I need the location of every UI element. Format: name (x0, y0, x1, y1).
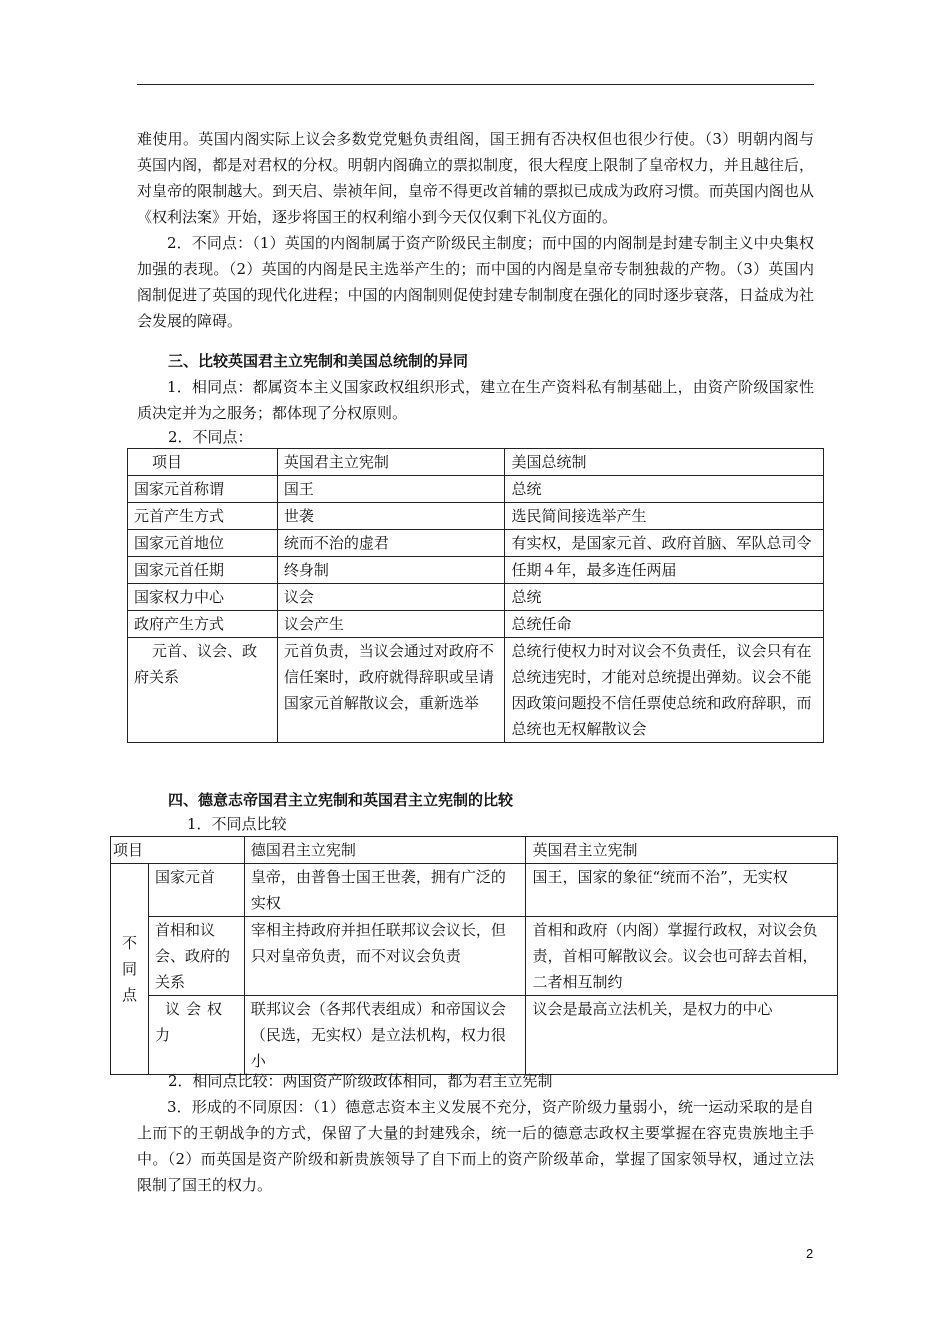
table-cell: 国家元首地位 (128, 530, 278, 557)
table-header: 美国总统制 (505, 449, 824, 476)
table-header: 项目 (111, 837, 245, 864)
group-label: 不同点 (111, 864, 149, 1075)
table-row (128, 530, 824, 557)
intro-paragraph: 难使用。英国内阁实际上议会多数党党魁负责组阁，国王拥有否决权但也很少行使。（3）明朝内阁与英国内阁，都是对君权的分权。明朝内阁确立的票拟制度，很大程度上限制了皇帝权力，并且越往后，对皇帝的限制越大。到天启、崇祯年间，皇帝不得更改首辅的票拟已成成为政府习惯。而英国内阁也从《权利法案》开始，逐步将国王的权利缩小到今天仅仅剩下礼仪方面的。 (137, 130, 814, 226)
page-number: 2 (806, 1246, 814, 1261)
table-cell: 元首负责，当议会通过对政府不信任案时，政府就得辞职或呈请国家元首解散议会，重新选举 (277, 638, 505, 743)
table-row (128, 584, 824, 611)
table-row (128, 611, 824, 638)
table-cell: 皇帝，由普鲁士国王世袭，拥有广泛的实权 (244, 864, 526, 917)
table-row (111, 864, 838, 917)
table-cell: 总统 (505, 584, 824, 611)
table-cell: 统而不治的虚君 (277, 530, 505, 557)
table-cell: 终身制 (277, 557, 505, 584)
section4-sub1: 1．不同点比较 (187, 815, 287, 833)
header-rule (137, 84, 814, 85)
table-row (111, 996, 838, 1075)
table-header: 英国君主立宪制 (526, 837, 838, 864)
table-cell: 国家元首任期 (128, 557, 278, 584)
table-row (128, 503, 824, 530)
table-cell: 元首产生方式 (128, 503, 278, 530)
uk-us-comparison-table (127, 448, 824, 743)
table-cell: 国王 (277, 476, 505, 503)
table-cell: 有实权，是国家元首、政府首脑、军队总司令 (505, 530, 824, 557)
difference-paragraph: 2．不同点：（1）英国的内阁制属于资产阶级民主制度；而中国的内阁制是封建专制主义中央集权加强的表现。（2）英国的内阁是民主选举产生的；而中国的内阁是皇帝专制独裁的产物。（3）英国内阁制促进了英国的现代化进程；中国的内阁制则促使封建专制制度在强化的同时逐步衰落，日益成为社会发展的障碍。 (137, 234, 814, 330)
table-cell: 任期４年，最多连任两届 (505, 557, 824, 584)
section4-sub2: 2．相同点比较：两国资产阶级政体相同，都为君主立宪制 (168, 1072, 553, 1090)
section3-heading: 三、比较英国君主立宪制和美国总统制的异同 (168, 352, 469, 370)
table-row (111, 837, 838, 864)
table-cell: 议会是最高立法机关，是权力的中心 (526, 996, 838, 1075)
table-header: 项目 (128, 449, 278, 476)
table-cell: 议会 (277, 584, 505, 611)
table-cell: 议会权力 (148, 996, 244, 1075)
table-cell: 政府产生方式 (128, 611, 278, 638)
table-cell: 世袭 (277, 503, 505, 530)
table-row (111, 917, 838, 996)
table-cell: 议会产生 (277, 611, 505, 638)
section4-heading: 四、德意志帝国君主立宪制和英国君主立宪制的比较 (168, 791, 514, 809)
section3-similar: 1．相同点：都属资本主义国家政权组织形式，建立在生产资料私有制基础上，由资产阶级国家性质决定并为之服务；都体现了分权原则。 (137, 378, 814, 422)
table-row (128, 449, 824, 476)
table-cell: 元首、议会、政府关系 (128, 638, 278, 743)
table-cell: 国家权力中心 (128, 584, 278, 611)
table-cell: 国家元首称谓 (128, 476, 278, 503)
table-cell: 总统 (505, 476, 824, 503)
table-cell: 选民简间接选举产生 (505, 503, 824, 530)
table-header: 德国君主立宪制 (244, 837, 526, 864)
table-row (128, 638, 824, 743)
germany-uk-comparison-table (110, 836, 838, 1075)
table-cell: 联邦议会（各邦代表组成）和帝国议会（民选，无实权）是立法机构，权力很小 (244, 996, 526, 1075)
table-cell: 首相和议会、政府的关系 (148, 917, 244, 996)
table-cell: 宰相主持政府并担任联邦议会议长，但只对皇帝负责，而不对议会负责 (244, 917, 526, 996)
table-cell: 总统任命 (505, 611, 824, 638)
table-row (128, 476, 824, 503)
table-cell: 总统行使权力时对议会不负责任，议会只有在总统违宪时，才能对总统提出弹劾。议会不能因政策问题投不信任票使总统和政府辞职，而总统也无权解散议会 (505, 638, 824, 743)
table-cell: 首相和政府（内阁）掌握行政权，对议会负责，首相可解散议会。议会也可辞去首相，二者相互制约 (526, 917, 838, 996)
section3-diff-label: 2．不同点： (168, 428, 253, 446)
table-header: 英国君主立宪制 (277, 449, 505, 476)
section4-sub3: 3．形成的不同原因：（1）德意志资本主义发展不充分，资产阶级力量弱小，统一运动采取的是自上而下的王朝战争的方式，保留了大量的封建残余，统一后的德意志政权主要掌握在容克贵族地主手中。（2）而英国是资产阶级和新贵族领导了自下而上的资产阶级革命，掌握了国家领导权，通过立法限制了国王的权力。 (137, 1098, 814, 1194)
table-cell: 国家元首 (148, 864, 244, 917)
table-cell: 国王，国家的象征“统而不治”，无实权 (526, 864, 838, 917)
table-row (128, 557, 824, 584)
